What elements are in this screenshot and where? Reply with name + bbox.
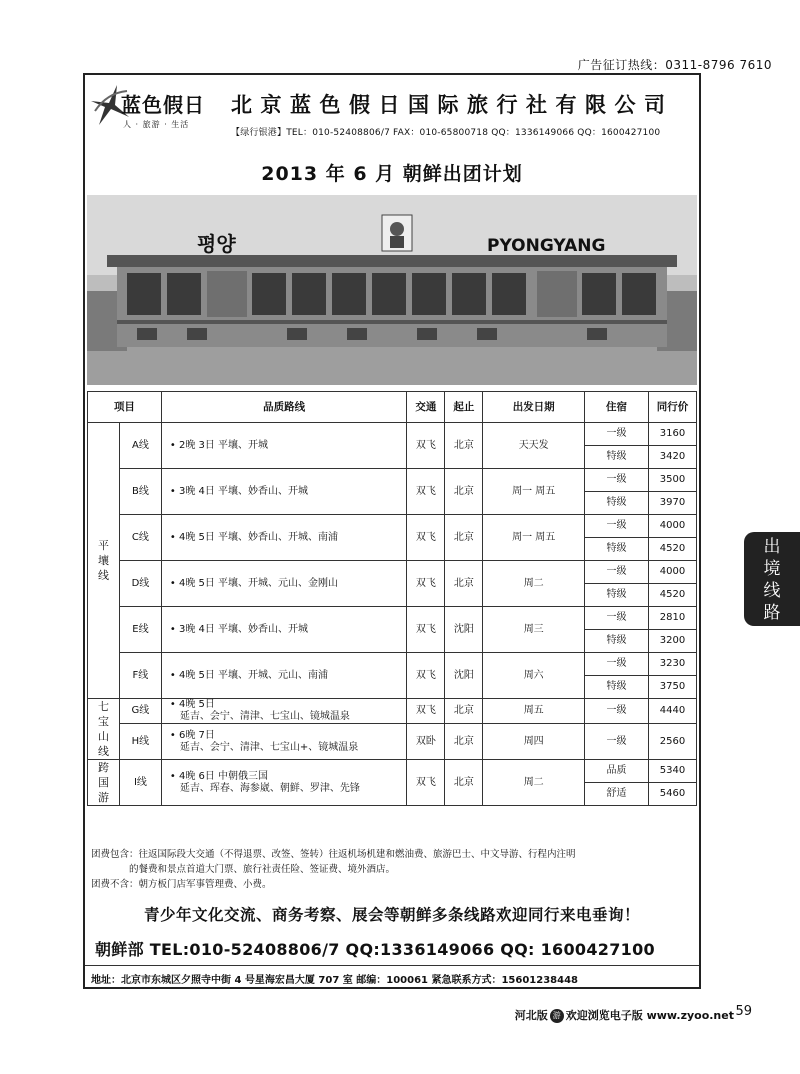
city: 沈阳 — [445, 653, 483, 699]
price: 3500 — [648, 469, 696, 492]
price: 3230 — [648, 653, 696, 676]
traffic: 双飞 — [407, 515, 445, 561]
pyongyang-airport-photo — [87, 195, 697, 385]
stay-level: 舒适 — [585, 783, 649, 806]
departure-date: 周五 — [483, 699, 585, 724]
route: • 2晚 3日 平壤、开城 — [161, 423, 407, 469]
route — [161, 760, 407, 806]
departure-date: 周四 — [483, 724, 585, 760]
pyongyang-sign: PYONGYANG — [487, 236, 606, 256]
table-row — [88, 653, 697, 676]
header-city: 起止 — [445, 392, 483, 423]
city: 北京 — [445, 724, 483, 760]
group-qibaoshan: 七宝山线 — [88, 699, 120, 760]
company-logo — [89, 83, 224, 135]
header-item: 项目 — [88, 392, 162, 423]
city: 北京 — [445, 561, 483, 607]
page-number: 59 — [735, 1004, 752, 1019]
header-date: 出发日期 — [483, 392, 585, 423]
footer-text: 欢迎浏览电子版 www.zyoo.net — [565, 1009, 734, 1022]
departure-date: 周一 周五 — [483, 515, 585, 561]
price: 4000 — [648, 561, 696, 584]
fee-include: 团费包含：往返国际段大交通（不得退票、改签、签转）往返机场机建和燃油费、旅游巴士、中文导游、行程内注明 — [91, 849, 576, 860]
line-code: B线 — [119, 469, 161, 515]
route-stops: 延吉、珲春、海参崴、朝鲜、罗津、先锋 — [179, 782, 360, 794]
price: 2560 — [648, 724, 696, 760]
route: • 4晚 5日 平壤、开城、元山、南浦 — [161, 653, 407, 699]
price: 5340 — [648, 760, 696, 783]
contact-line: 【绿行银港】TEL：010-52408806/7 FAX：010-65800718 QQ：1336149066 QQ：1600427100 — [231, 128, 661, 138]
stay-level: 特级 — [585, 492, 649, 515]
department-contact: 朝鲜部 TEL:010-52408806/7 QQ:1336149066 QQ: 1600427100 — [95, 940, 655, 959]
line-code: C线 — [119, 515, 161, 561]
price: 4520 — [648, 584, 696, 607]
address-line: 地址：北京市东城区夕照寺中街 4 号星海宏昌大厦 707 室 邮编：100061 紧急联系方式：15601238448 — [91, 975, 579, 986]
stay-level: 特级 — [585, 630, 649, 653]
departure-date: 周六 — [483, 653, 585, 699]
route-stops: 延吉、会宁、清津、七宝山+、镜城温泉 — [179, 741, 359, 753]
departure-date: 周二 — [483, 561, 585, 607]
traffic: 双卧 — [407, 724, 445, 760]
stay-level: 一级 — [585, 724, 649, 760]
departure-date: 周一 周五 — [483, 469, 585, 515]
line-code: H线 — [119, 724, 161, 760]
fee-include-cont: 的餐费和景点首道大门票、旅行社责任险、签证费、境外酒店。 — [129, 864, 396, 875]
route-duration: • 4晚 5日 — [169, 699, 215, 710]
group-pyongyang: 平壤线 — [88, 423, 120, 699]
route-stops: 延吉、会宁、清津、七宝山、镜城温泉 — [179, 711, 350, 722]
stay-level: 一级 — [585, 561, 649, 584]
table-row — [88, 423, 697, 446]
stay-level: 特级 — [585, 446, 649, 469]
divider — [85, 965, 699, 966]
stay-level: 一级 — [585, 423, 649, 446]
stay-level: 一级 — [585, 607, 649, 630]
page-footer — [515, 1007, 734, 1023]
stay-level: 特级 — [585, 538, 649, 561]
traffic: 双飞 — [407, 423, 445, 469]
line-code: A线 — [119, 423, 161, 469]
price: 3970 — [648, 492, 696, 515]
line-code: E线 — [119, 607, 161, 653]
table-row — [88, 469, 697, 492]
edition-label: 河北版 — [514, 1009, 548, 1022]
price: 4440 — [648, 699, 696, 724]
route — [161, 724, 407, 760]
price: 5460 — [648, 783, 696, 806]
header-stay: 住宿 — [585, 392, 649, 423]
table-row — [88, 760, 697, 783]
stay-level: 一级 — [585, 469, 649, 492]
price: 4000 — [648, 515, 696, 538]
stay-level: 特级 — [585, 676, 649, 699]
page-title: 2013 年 6 月 朝鲜出团计划 — [261, 163, 523, 185]
table-header — [88, 392, 697, 423]
tour-plan-table — [87, 391, 697, 806]
fee-notes — [91, 847, 691, 892]
traffic: 双飞 — [407, 469, 445, 515]
header-traffic: 交通 — [407, 392, 445, 423]
departure-date: 天天发 — [483, 423, 585, 469]
price: 3420 — [648, 446, 696, 469]
brand-name: 蓝色假日 — [121, 93, 205, 117]
table-row — [88, 561, 697, 584]
line-code: D线 — [119, 561, 161, 607]
city: 北京 — [445, 469, 483, 515]
table-row — [88, 515, 697, 538]
city: 北京 — [445, 699, 483, 724]
price: 3160 — [648, 423, 696, 446]
advertisement-frame — [83, 73, 701, 989]
price: 3200 — [648, 630, 696, 653]
line-code: I线 — [119, 760, 161, 806]
brand-slogan: 人 · 旅游 · 生活 — [123, 120, 190, 129]
route-duration: • 6晚 7日 — [169, 729, 215, 741]
stay-level: 品质 — [585, 760, 649, 783]
header-route: 品质路线 — [161, 392, 407, 423]
fee-exclude: 团费不含：朝方板门店军事管理费、小费。 — [91, 879, 272, 890]
route: • 4晚 5日 平壤、妙香山、开城、南浦 — [161, 515, 407, 561]
section-tab: 出境线路 — [744, 532, 800, 626]
line-code: F线 — [119, 653, 161, 699]
traffic: 双飞 — [407, 607, 445, 653]
traffic: 双飞 — [407, 653, 445, 699]
departure-date: 周二 — [483, 760, 585, 806]
company-header — [85, 75, 699, 149]
traffic: 双飞 — [407, 561, 445, 607]
city: 沈阳 — [445, 607, 483, 653]
route — [161, 699, 407, 724]
korean-sign: 평양 — [197, 232, 236, 256]
promo-slogan: 青少年文化交流、商务考察、展会等朝鲜多条线路欢迎同行来电垂询！ — [143, 906, 640, 924]
route-duration: • 4晚 6日 中朝俄三国 — [169, 770, 269, 782]
city: 北京 — [445, 515, 483, 561]
price: 2810 — [648, 607, 696, 630]
table-row — [88, 724, 697, 735]
company-name: 北京蓝色假日国际旅行社有限公司 — [231, 93, 674, 117]
route: • 3晚 4日 平壤、妙香山、开城 — [161, 469, 407, 515]
route: • 3晚 4日 平壤、妙香山、开城 — [161, 607, 407, 653]
stay-level: 特级 — [585, 584, 649, 607]
table-row — [88, 607, 697, 630]
traffic: 双飞 — [407, 699, 445, 724]
stay-level: 一级 — [585, 653, 649, 676]
stay-level: 一级 — [585, 699, 649, 724]
city: 北京 — [445, 423, 483, 469]
group-kuaguo: 跨国游 — [88, 760, 120, 806]
stay-level: 一级 — [585, 515, 649, 538]
header-price: 同行价 — [648, 392, 696, 423]
zyoo-logo-icon: 游 — [550, 1009, 564, 1023]
price: 3750 — [648, 676, 696, 699]
top-rule — [0, 0, 800, 50]
line-code: G线 — [119, 699, 161, 724]
departure-date: 周三 — [483, 607, 585, 653]
city: 北京 — [445, 760, 483, 806]
traffic: 双飞 — [407, 760, 445, 806]
price: 4520 — [648, 538, 696, 561]
ad-hotline: 广告征订热线：0311-8796 7610 — [577, 58, 772, 72]
route: • 4晚 5日 平壤、开城、元山、金刚山 — [161, 561, 407, 607]
